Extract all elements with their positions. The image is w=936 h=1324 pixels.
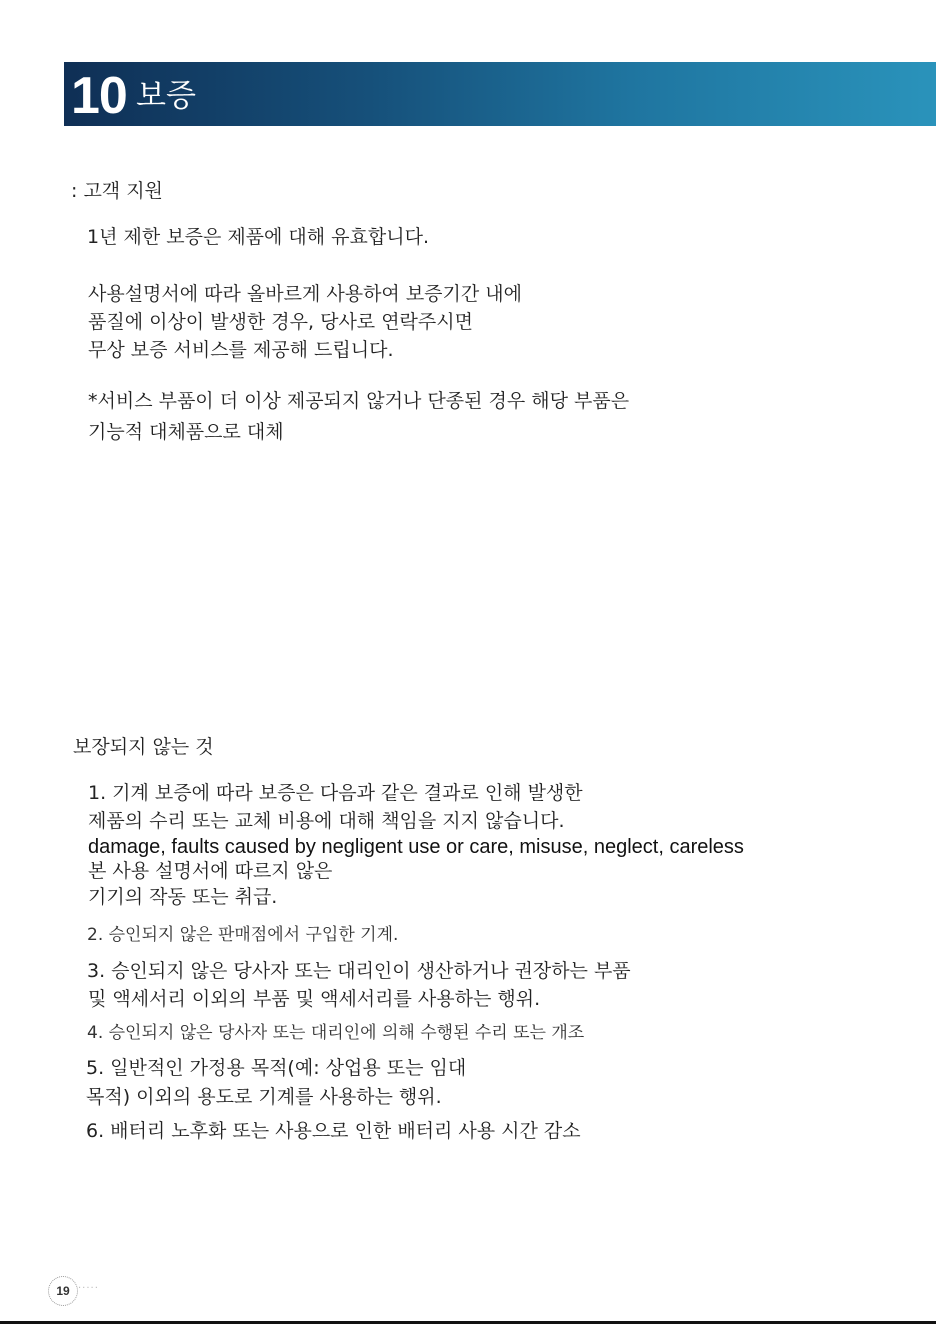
- support-para-line3: 무상 보증 서비스를 제공해 드립니다.: [88, 339, 394, 361]
- chapter-title: 보증: [136, 78, 196, 114]
- exclusion-1-line4: 본 사용 설명서에 따르지 않은: [88, 860, 333, 882]
- exclusion-1-line2: 제품의 수리 또는 교체 비용에 대해 책임을 지지 않습니다.: [88, 810, 565, 832]
- exclusion-1-line5: 기기의 작동 또는 취급.: [88, 886, 278, 908]
- exclusion-4: 4. 승인되지 않은 당사자 또는 대리인에 의해 수행된 수리 또는 개조: [87, 1023, 585, 1043]
- exclusion-5-line2: 목적) 이외의 용도로 기계를 사용하는 행위.: [86, 1086, 442, 1108]
- chapter-number: 10: [71, 67, 127, 125]
- support-para-line1: 사용설명서에 따라 올바르게 사용하여 보증기간 내에: [88, 283, 522, 305]
- support-note-line1: *서비스 부품이 더 이상 제공되지 않거나 단종된 경우 해당 부품은: [88, 390, 630, 412]
- support-note-line2: 기능적 대체품으로 대체: [88, 421, 284, 443]
- support-heading: : 고객 지원: [71, 180, 163, 202]
- exclusion-1-line1: 1. 기계 보증에 따라 보증은 다음과 같은 결과로 인해 발생한: [88, 782, 583, 804]
- support-para-line2: 품질에 이상이 발생한 경우, 당사로 연락주시면: [88, 311, 473, 333]
- exclusion-2: 2. 승인되지 않은 판매점에서 구입한 기계.: [87, 925, 399, 945]
- support-line1: 1년 제한 보증은 제품에 대해 유효합니다.: [87, 226, 429, 248]
- exclusion-6: 6. 배터리 노후화 또는 사용으로 인한 배터리 사용 시간 감소: [86, 1120, 581, 1142]
- exclusion-5-line1: 5. 일반적인 가정용 목적(예: 상업용 또는 임대: [86, 1057, 467, 1079]
- exclusion-3-line1: 3. 승인되지 않은 당사자 또는 대리인이 생산하거나 권장하는 부품: [87, 960, 631, 982]
- page-number-dots: ·····: [78, 1283, 99, 1294]
- exclusion-1-line3: damage, faults caused by negligent use or care, misuse, neglect, careless: [88, 836, 744, 858]
- page-number: 19: [48, 1276, 78, 1306]
- exclusion-3-line2: 및 액세서리 이외의 부품 및 액세서리를 사용하는 행위.: [88, 988, 541, 1010]
- exclusions-heading: 보장되지 않는 것: [73, 736, 214, 758]
